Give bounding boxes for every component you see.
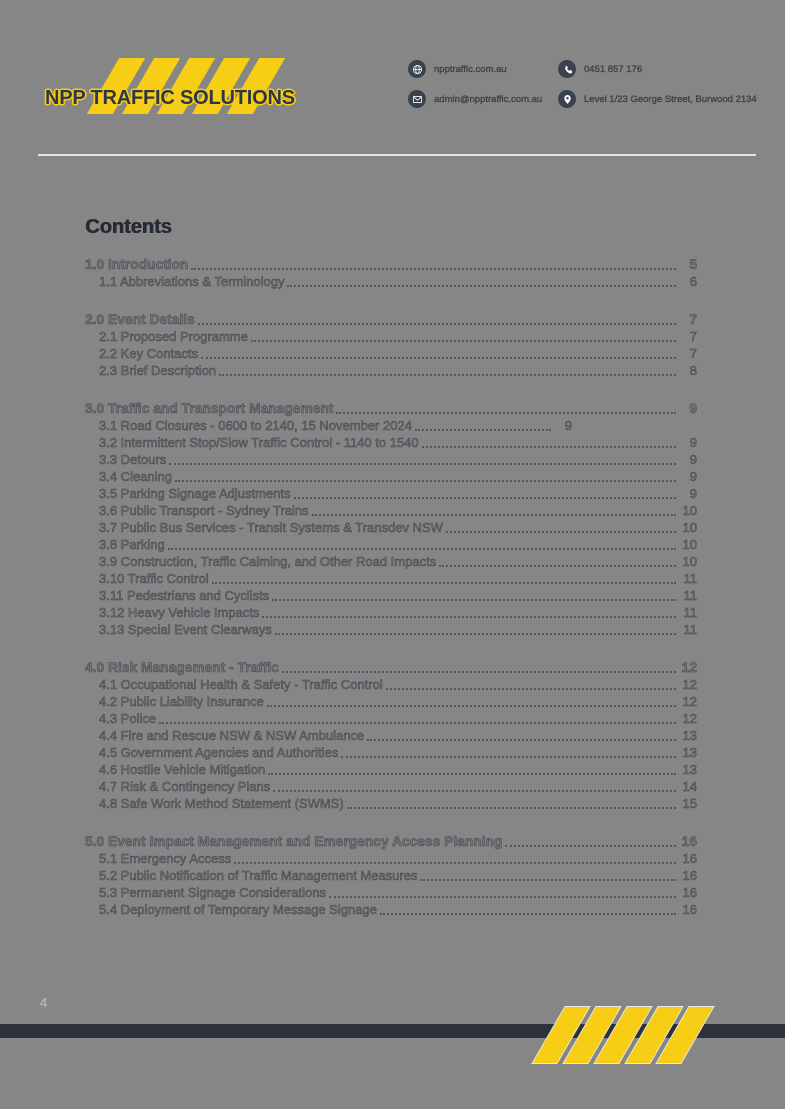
toc-entry[interactable] (85, 605, 697, 622)
location-pin-icon (558, 90, 576, 108)
toc-entry-page: 16 (682, 885, 697, 900)
toc-entry-page: 9 (689, 469, 697, 484)
toc-leader-dots (191, 268, 676, 270)
toc-leader-dots (212, 582, 676, 584)
toc-leader-dots (329, 896, 676, 898)
toc-entry[interactable] (85, 520, 697, 537)
toc-entry[interactable] (85, 418, 697, 435)
toc-entry-page: 7 (689, 329, 697, 344)
toc-leader-dots (415, 429, 551, 431)
toc-entry-label: 4.4 Fire and Rescue NSW & NSW Ambulance (99, 728, 365, 743)
toc-leader-dots (273, 790, 676, 792)
toc-leader-dots (275, 633, 676, 635)
toc-group (85, 834, 697, 919)
toc-entry-label: 3.12 Heavy Vehicle Impacts (99, 605, 260, 620)
toc-entry[interactable] (85, 554, 697, 571)
toc-entry[interactable] (85, 503, 697, 520)
toc-entry-label: 4.3 Police (99, 711, 157, 726)
toc-entry-page: 9 (689, 401, 697, 416)
toc-entry-page: 10 (682, 503, 697, 518)
toc-leader-dots (175, 480, 676, 482)
toc-entry[interactable] (85, 677, 697, 694)
toc-entry-label: 2.2 Key Contacts (99, 346, 198, 361)
toc-leader-dots (294, 497, 676, 499)
toc-leader-dots (169, 463, 676, 465)
toc-entry-label: 2.0 Event Details (85, 312, 195, 327)
toc-leader-dots (159, 722, 676, 724)
toc-entry-label: 2.1 Proposed Programme (99, 329, 248, 344)
toc-entry-page: 16 (681, 834, 697, 849)
toc-entry[interactable] (85, 834, 697, 851)
toc-leader-dots (262, 616, 676, 618)
toc-entry[interactable] (85, 274, 697, 291)
toc-leader-dots (341, 756, 676, 758)
contact-website[interactable] (408, 60, 507, 78)
toc-leader-dots (251, 340, 676, 342)
toc-entry-page: 13 (682, 745, 697, 760)
toc-leader-dots (201, 357, 676, 359)
toc-entry-label: 3.1 Road Closures - 0600 to 2140, 15 November 2024 (99, 418, 412, 433)
toc-entry-page: 13 (682, 728, 697, 743)
toc-entry[interactable] (85, 363, 697, 380)
toc-entry-label: 5.0 Event Impact Management and Emergency Access Planning (85, 834, 503, 849)
toc-entry[interactable] (85, 435, 697, 452)
toc-entry-page: 10 (682, 554, 697, 569)
toc-entry-label: 5.1 Emergency Access (99, 851, 232, 866)
toc-leader-dots (287, 285, 676, 287)
toc-entry[interactable] (85, 694, 697, 711)
toc-entry-label: 5.3 Permanent Signage Considerations (99, 885, 326, 900)
toc-entry-label: 4.0 Risk Management - Traffic (85, 660, 279, 675)
toc-leader-dots (422, 446, 676, 448)
company-logo (45, 56, 325, 122)
toc-entry-label: 5.2 Public Notification of Traffic Management Measures (99, 868, 418, 883)
toc-entry[interactable] (85, 312, 697, 329)
toc-entry-page: 9 (564, 418, 572, 433)
contact-block (408, 58, 768, 118)
toc-entry-label: 4.8 Safe Work Method Statement (SWMS) (99, 796, 344, 811)
toc-entry[interactable] (85, 537, 697, 554)
toc-entry[interactable] (85, 571, 697, 588)
toc-entry-label: 3.10 Traffic Control (99, 571, 209, 586)
toc-entry-page: 5 (689, 257, 697, 272)
email-icon (408, 90, 426, 108)
toc-entry-label: 3.9 Construction, Traffic Calming, and Other Road Impacts (99, 554, 437, 569)
toc-entry-page: 11 (683, 605, 697, 620)
toc-leader-dots (168, 548, 676, 550)
toc-entry-label: 4.1 Occupational Health & Safety - Traffic Control (99, 677, 383, 692)
toc-entry-page: 10 (682, 537, 697, 552)
toc-entry[interactable] (85, 257, 697, 274)
toc-entry-page: 11 (683, 571, 697, 586)
contents-title: Contents (85, 216, 172, 238)
toc-entry[interactable] (85, 711, 697, 728)
toc-entry[interactable] (85, 745, 697, 762)
contact-email-text: admin@npptraffic.com.au (434, 93, 543, 105)
toc-entry-label: 4.6 Hostile Vehicle Mitigation (99, 762, 266, 777)
toc-entry-page: 10 (682, 520, 697, 535)
toc-entry[interactable] (85, 796, 697, 813)
toc-entry-page: 7 (689, 346, 697, 361)
toc-entry-label: 3.0 Traffic and Transport Management (85, 401, 334, 416)
toc-leader-dots (268, 773, 676, 775)
toc-entry-label: 3.4 Cleaning (99, 469, 172, 484)
toc-entry[interactable] (85, 660, 697, 677)
toc-group (85, 257, 697, 291)
toc-entry[interactable] (85, 902, 697, 919)
toc-entry[interactable] (85, 452, 697, 469)
toc-entry-label: 3.5 Parking Signage Adjustments (99, 486, 291, 501)
toc-entry-page: 11 (683, 622, 697, 637)
toc-entry-label: 3.13 Special Event Clearways (99, 622, 272, 637)
toc-entry-page: 15 (682, 796, 697, 811)
toc-entry[interactable] (85, 622, 697, 639)
toc-groups (85, 257, 697, 919)
contact-phone-text: 0451 857 176 (584, 63, 643, 75)
toc-entry-page: 16 (682, 868, 697, 883)
toc-leader-dots (367, 739, 676, 741)
toc-entry-label: 3.3 Detours (99, 452, 167, 467)
toc-entry[interactable] (85, 346, 697, 363)
toc-entry-page: 8 (689, 363, 697, 378)
toc-leader-dots (380, 913, 676, 915)
toc-entry-label: 1.0 Introduction (85, 257, 189, 272)
footer-page-number: 4 (40, 995, 48, 1010)
toc-entry[interactable] (85, 779, 697, 796)
toc-entry-page: 16 (682, 851, 697, 866)
toc-entry[interactable] (85, 588, 697, 605)
toc-entry-page: 9 (689, 452, 697, 467)
toc-entry-page: 16 (682, 902, 697, 917)
toc-entry-page: 12 (682, 711, 697, 726)
toc-entry[interactable] (85, 851, 697, 868)
toc-leader-dots (267, 705, 676, 707)
toc-leader-dots (347, 807, 676, 809)
toc-leader-dots (505, 845, 676, 847)
toc-entry-label: 3.8 Parking (99, 537, 165, 552)
logo-wordmark: NPP TRAFFIC SOLUTIONS (45, 87, 295, 109)
toc-entry-page: 9 (689, 435, 697, 450)
toc-entry[interactable] (85, 486, 697, 503)
toc-group (85, 401, 697, 639)
toc-entry-page: 11 (683, 588, 697, 603)
toc-leader-dots (234, 862, 676, 864)
toc-entry[interactable] (85, 469, 697, 486)
toc-entry-page: 12 (681, 660, 697, 675)
toc-entry-label: 3.2 Intermittent Stop/Slow Traffic Control - 1140 to 1540 (99, 435, 419, 450)
toc-entry-page: 9 (689, 486, 697, 501)
toc-entry-page: 7 (689, 312, 697, 327)
toc-leader-dots (312, 514, 676, 516)
toc-entry-label: 4.7 Risk & Contingency Plans (99, 779, 271, 794)
toc-entry-label: 1.1 Abbreviations & Terminology (99, 274, 285, 289)
toc-entry-label: 3.11 Pedestrians and Cyclists (99, 588, 270, 603)
table-of-contents (85, 216, 697, 940)
toc-leader-dots (198, 323, 676, 325)
toc-entry[interactable] (85, 329, 697, 346)
toc-leader-dots (336, 412, 676, 414)
toc-entry-label: 4.2 Public Liability Insurance (99, 694, 264, 709)
header-divider (38, 154, 756, 156)
toc-leader-dots (272, 599, 676, 601)
toc-entry[interactable] (85, 728, 697, 745)
footer-stripes-icon (548, 1006, 698, 1064)
toc-entry[interactable] (85, 885, 697, 902)
toc-entry[interactable] (85, 401, 697, 418)
toc-entry-page: 13 (682, 762, 697, 777)
toc-entry-page: 6 (689, 274, 697, 289)
toc-leader-dots (386, 688, 676, 690)
toc-leader-dots (439, 565, 676, 567)
contact-website-text: npptraffic.com.au (434, 63, 507, 75)
toc-entry-label: 2.3 Brief Description (99, 363, 217, 378)
contact-address (558, 90, 757, 108)
toc-entry-label: 4.5 Government Agencies and Authorities (99, 745, 339, 760)
toc-group (85, 312, 697, 380)
toc-entry-page: 12 (682, 677, 697, 692)
toc-entry-label: 5.4 Deployment of Temporary Message Signage (99, 902, 377, 917)
phone-icon (558, 60, 576, 78)
toc-leader-dots (420, 879, 676, 881)
contact-phone (558, 60, 642, 78)
contact-email[interactable] (408, 90, 542, 108)
toc-leader-dots (282, 671, 676, 673)
globe-icon (408, 60, 426, 78)
toc-leader-dots (219, 374, 676, 376)
toc-entry-label: 3.7 Public Bus Services - Transit Systems & Transdev NSW (99, 520, 443, 535)
toc-entry-label: 3.6 Public Transport - Sydney Trains (99, 503, 309, 518)
toc-entry-page: 12 (682, 694, 697, 709)
toc-entry-page: 14 (682, 779, 697, 794)
toc-entry[interactable] (85, 868, 697, 885)
contact-address-text: Level 1/23 George Street, Burwood 2134 (584, 93, 757, 105)
toc-group (85, 660, 697, 813)
toc-entry[interactable] (85, 762, 697, 779)
toc-leader-dots (446, 531, 676, 533)
